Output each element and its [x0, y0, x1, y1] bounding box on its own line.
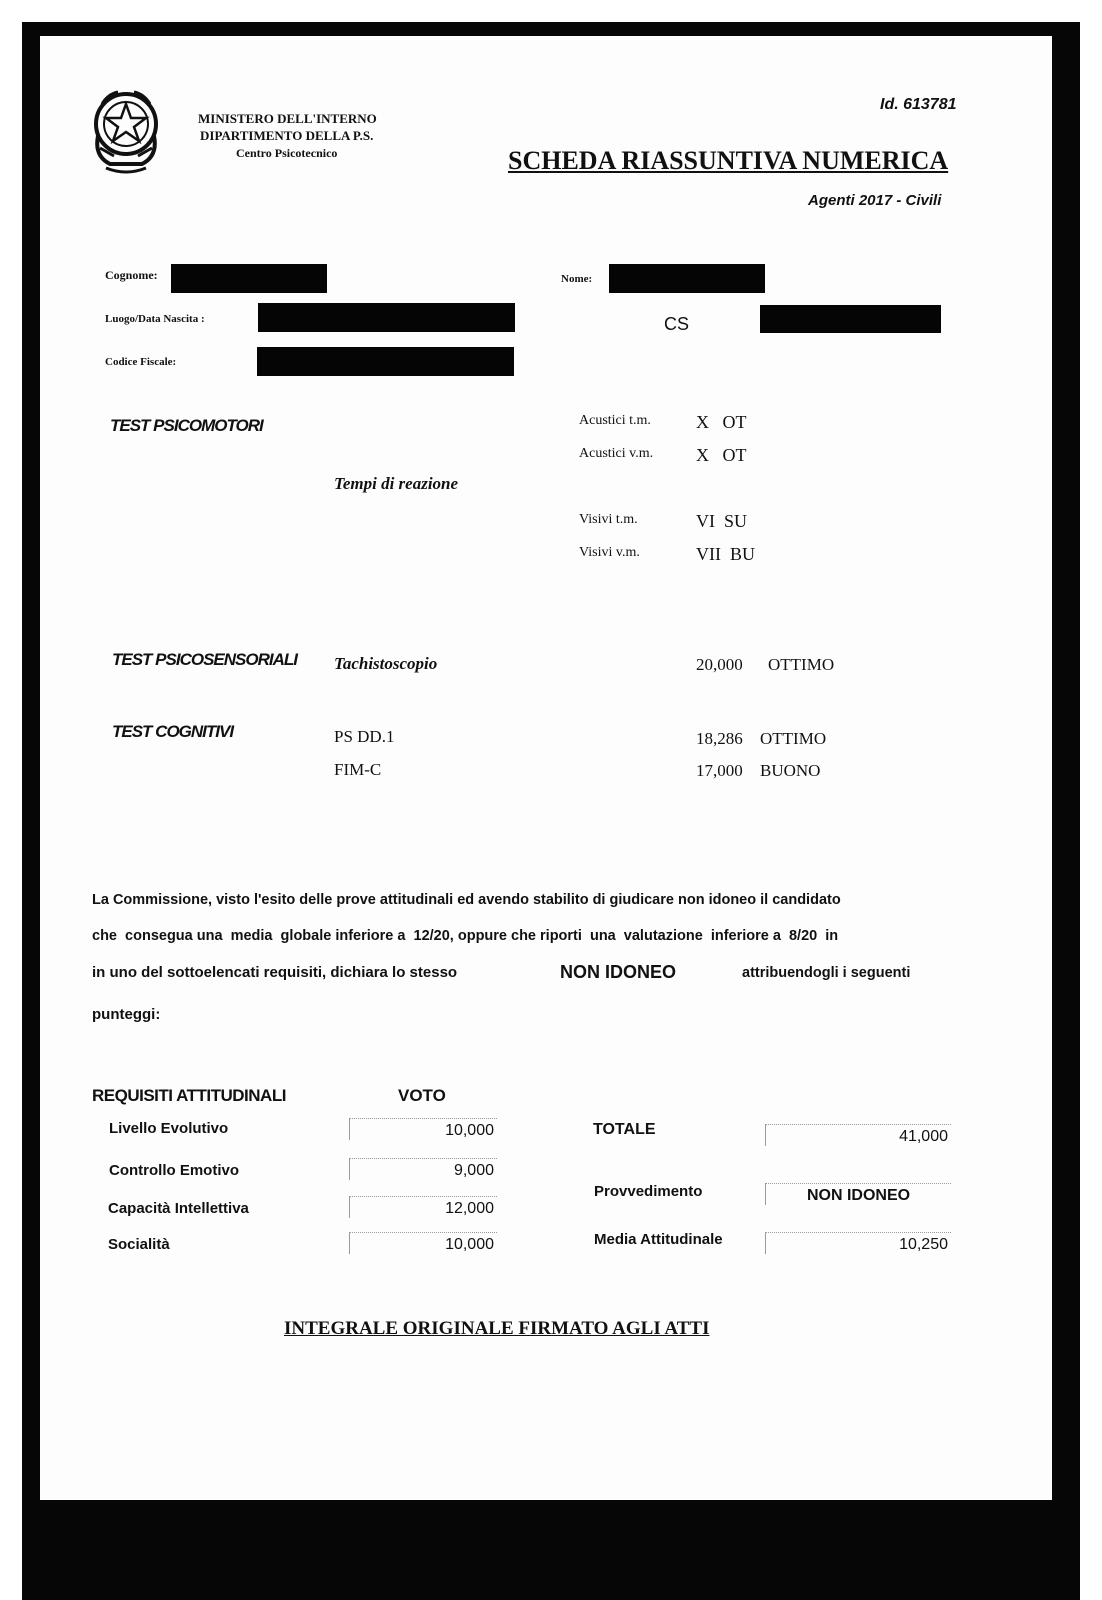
redacted-nome [609, 264, 765, 293]
document-sheet [40, 36, 1052, 1500]
acustici-vm-label: Acustici v.m. [579, 446, 654, 461]
codice-fiscale-label: Codice Fiscale: [105, 356, 177, 368]
media-attitudinale-label: Media Attitudinale [594, 1231, 723, 1248]
provvedimento-value: NON IDONEO [765, 1183, 951, 1205]
totale-value: 41,000 [765, 1124, 951, 1146]
section-cognitivi: TEST COGNITIVI [112, 722, 234, 741]
visivi-tm-value: VI SU [696, 511, 748, 531]
acustici-tm-label: Acustici t.m. [579, 413, 651, 428]
capacita-intellettiva-value: 12,000 [349, 1196, 497, 1218]
scan-border-right [1052, 22, 1080, 1600]
page-subtitle: Agenti 2017 - Civili [808, 192, 942, 209]
verdict-line-2: che consegua una media globale inferiore a 12/20, oppure che riporti una valutazione inferiore a 8/20 in [92, 928, 839, 944]
ministry-line-3: Centro Psicotecnico [236, 146, 338, 160]
nome-label: Nome: [561, 273, 593, 285]
cognitivo-grade-1: OTTIMO [760, 729, 827, 748]
section-psicomotori: TEST PSICOMOTORI [110, 416, 263, 435]
visivi-vm-value: VII BU [696, 544, 755, 564]
verdict-status: NON IDONEO [560, 962, 677, 982]
cognitivo-test-2: FIM-C [334, 760, 382, 779]
cognome-label: Cognome: [105, 268, 158, 282]
capacita-intellettiva-label: Capacità Intellettiva [108, 1200, 249, 1217]
tachistoscopio-grade: OTTIMO [768, 655, 835, 674]
redacted-birth-date [760, 305, 941, 333]
visivi-tm-label: Visivi t.m. [579, 512, 638, 527]
cognitivo-score-2: 17,000 [696, 761, 743, 780]
cognitivo-grade-2: BUONO [760, 761, 821, 780]
livello-evolutivo-label: Livello Evolutivo [109, 1120, 229, 1137]
tempi-reazione-label: Tempi di reazione [334, 474, 459, 493]
italian-emblem-icon [88, 84, 164, 174]
cognitivo-test-1: PS DD.1 [334, 727, 395, 746]
verdict-line-3a: in uno del sottoelencati requisiti, dichiara lo stesso [92, 964, 458, 981]
acustici-tm-value: X OT [696, 412, 747, 432]
scan-border-bottom [22, 1500, 1080, 1600]
redacted-luogo-data [258, 303, 515, 332]
document-id: Id. 613781 [880, 96, 957, 113]
footer-note: INTEGRALE ORIGINALE FIRMATO AGLI ATTI [284, 1318, 710, 1339]
tachistoscopio-score: 20,000 [696, 655, 743, 674]
luogo-data-label: Luogo/Data Nascita : [105, 313, 205, 325]
redacted-cognome [171, 264, 327, 293]
visivi-vm-label: Visivi v.m. [579, 545, 640, 560]
scan-border-left [22, 22, 40, 1600]
voto-header: VOTO [398, 1086, 446, 1105]
livello-evolutivo-value: 10,000 [349, 1118, 497, 1140]
acustici-vm-value: X OT [696, 445, 747, 465]
socialita-value: 10,000 [349, 1232, 497, 1254]
section-psicosensoriali: TEST PSICOSENSORIALI [112, 650, 297, 669]
verdict-line-1: La Commissione, visto l'esito delle prove attitudinali ed avendo stabilito di giudicare non idoneo il candidato [92, 892, 841, 908]
verdict-line-3b: attribuendogli i seguenti [742, 965, 911, 981]
provvedimento-label: Provvedimento [594, 1183, 703, 1200]
controllo-emotivo-value: 9,000 [349, 1158, 497, 1180]
scan-border-top [22, 22, 1080, 36]
redacted-codice-fiscale [257, 347, 514, 376]
ministry-line-1: MINISTERO DELL'INTERNO [198, 111, 377, 126]
ministry-line-2: DIPARTIMENTO DELLA P.S. [200, 128, 374, 143]
province-value: CS [664, 314, 690, 334]
totale-label: TOTALE [593, 1121, 656, 1138]
cognitivo-score-1: 18,286 [696, 729, 743, 748]
page-title: SCHEDA RIASSUNTIVA NUMERICA [508, 146, 949, 175]
controllo-emotivo-label: Controllo Emotivo [109, 1162, 239, 1179]
requisiti-header: REQUISITI ATTITUDINALI [92, 1086, 286, 1105]
verdict-line-4: punteggi: [92, 1006, 161, 1023]
socialita-label: Socialità [108, 1236, 170, 1253]
media-attitudinale-value: 10,250 [765, 1232, 951, 1254]
tachistoscopio-label: Tachistoscopio [334, 654, 438, 673]
